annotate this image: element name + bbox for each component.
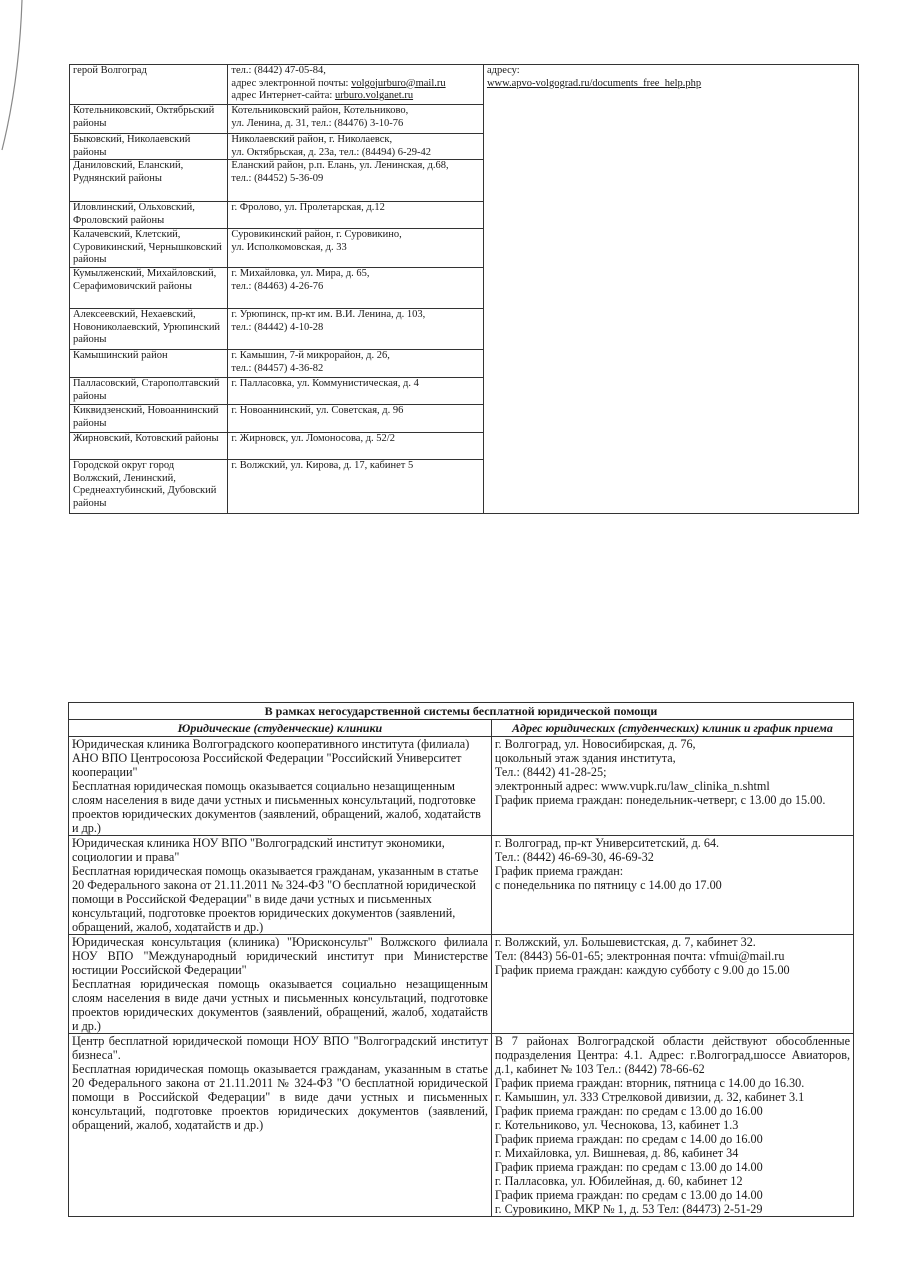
clinic-title: Юридическая клиника НОУ ВПО "Волгоградский институт экономики, социологии и права" <box>72 836 445 864</box>
table-row <box>69 836 854 935</box>
clinic-address-cell: г. Волгоград, пр-кт Университетский, д. 64. Тел.: (8442) 46-69-30, 46-69-32 График приема граждан: с понедельника по пятницу с 14.00 до 17.00 <box>491 836 853 935</box>
clinic-address-cell: г. Волгоград, ул. Новосибирская, д. 76, цокольный этаж здания института, Тел.: (8442) 41-28-25; электронный адрес: www.vupk.ru/law_clinika_n.shtml График приема граждан: понедельник-четверг, с 13.00 до 15.00. <box>491 737 853 836</box>
district-cell: Алексеевский, Нехаевский, Новониколаевский, Урюпинский районы <box>70 309 228 350</box>
address-cell: тел.: (8442) 47-05-84, адрес электронной почты: volgojurburo@mail.ru адрес Интернет-сайта: urburo.volganet.ru <box>228 65 484 105</box>
clinic-description: Бесплатная юридическая помощь оказывается социально незащищенным слоям населения в виде дачи устных и письменных консультаций, подготовке проектов юридических документов (заявлений, обращений, жалоб, ходатайств и др.) <box>72 779 481 835</box>
student-clinics-table <box>68 702 854 1217</box>
clinic-title: Юридическая клиника Волгоградского кооперативного института (филиала) АНО ВПО Центросоюза Российской Федерации "Российский Университет кооперации" <box>72 737 470 779</box>
district-cell: герой Волгоград <box>70 65 228 105</box>
address-cell: г. Новоаннинский, ул. Советская, д. 96 <box>228 405 484 433</box>
address-cell: Николаевский район, г. Николаевск, ул. Октябрьская, д. 23а, тел.: (84494) 6-29-42 <box>228 134 484 160</box>
documents-link[interactable]: www.apvo-volgograd.ru/documents_free_help.php <box>486 77 702 89</box>
clinic-address-cell: г. Волжский, ул. Большевистская, д. 7, кабинет 32. Тел: (8443) 56-01-65; электронная почта: vfmui@mail.ru График приема граждан: каждую субботу с 9.00 до 15.00 <box>491 935 853 1034</box>
district-cell: Быковский, Николаевский районы <box>70 134 228 160</box>
address-cell: г. Михайловка, ул. Мира, д. 65, тел.: (84463) 4-26-76 <box>228 268 484 309</box>
table-row <box>69 1034 854 1217</box>
district-cell: Камышинский район <box>70 350 228 378</box>
address-cell: Котельниковский район, Котельниково, ул. Ленина, д. 31, тел.: (84476) 3-10-76 <box>228 105 484 134</box>
table-row <box>69 935 854 1034</box>
table-title-row <box>69 703 854 720</box>
email-link[interactable]: volgojurburo@mail.ru <box>351 77 446 89</box>
district-cell: Городской округ город Волжский, Ленинский, Среднеахтубинский, Дубовский районы <box>70 460 228 514</box>
clinic-cell <box>69 836 492 935</box>
scan-edge-mark <box>0 0 30 200</box>
clinic-description: Бесплатная юридическая помощь оказывается гражданам, указанным в статье 20 Федерального закона от 21.11.2011 № 324-ФЗ "О бесплатной юридической помощи в Российской Федерации" в виде дачи устных и письменных консультаций, подготовке проектов юридических документов (заявлений, обращений, жалоб, ходатайств и др.) <box>72 1062 488 1132</box>
address-cell: г. Волжский, ул. Кирова, д. 17, кабинет 5 <box>228 460 484 514</box>
clinic-cell <box>69 1034 492 1217</box>
clinic-description: Бесплатная юридическая помощь оказывается гражданам, указанным в статье 20 Федерального закона от 21.11.2011 № 324-ФЗ "О бесплатной юридической помощи в Российской Федерации" в виде дачи устных и письменных консультаций, подготовке проектов юридических документов (заявлений, обращений, жалоб, ходатайств и др.) <box>72 864 479 934</box>
address-cell: г. Урюпинск, пр-кт им. В.И. Ленина, д. 103, тел.: (84442) 4-10-28 <box>228 309 484 350</box>
clinic-title: Юридическая консультация (клиника) "Юрисконсульт" Волжского филиала НОУ ВПО "Международный юридический институт при Министерстве юстиции Российской Федерации" <box>72 935 488 977</box>
website-link[interactable]: urburo.volganet.ru <box>334 90 414 101</box>
district-offices-table <box>69 64 859 514</box>
district-cell: Иловлинский, Ольховский, Фроловский районы <box>70 202 228 229</box>
clinic-address-cell: В 7 районах Волгоградской области действуют обособленные подразделения Центра: 4.1. Адрес: г.Волгоград,шоссе Авиаторов, д.1, кабинет № 103 Тел.: (8442) 78-66-62 График приема граждан: вторник, пятница с 14.00 до 16.30. г. Камышин, ул. 333 Стрелковой дивизии, д. 32, кабинет 3.1 График приема граждан: по средам с 13.00 до 16.00 г. Котельниково, ул. Чеснокова, 13, кабинет 1.3 График приема граждан: по средам с 14.00 до 16.00 г. Михайловка, ул. Вишневая, д. 86, кабинет 34 График приема граждан: по средам с 13.00 до 14.00 г. Палласовка, ул. Юбилейная, д. 60, кабинет 12 График приема граждан: по средам с 13.00 до 14.00 г. Суровикино, МКР № 1, д. 53 Тел: (84473) 2-51-29 <box>491 1034 853 1217</box>
clinic-cell <box>69 737 492 836</box>
address-cell: Еланский район, р.п. Елань, ул. Ленинская, д.68, тел.: (84452) 5-36-09 <box>228 160 484 202</box>
clinic-description: Бесплатная юридическая помощь оказывается социально незащищенным слоям населения в виде дачи устных и письменных консультаций, подготовке проектов юридических документов (заявлений, обращений, жалоб, ходатайств и др.) <box>72 977 488 1033</box>
address-cell: г. Жирновск, ул. Ломоносова, д. 52/2 <box>228 433 484 460</box>
district-cell: Палласовский, Старополтавский районы <box>70 378 228 405</box>
table-header-row <box>69 720 854 737</box>
district-cell: Котельниковский, Октябрьский районы <box>70 105 228 134</box>
district-cell: Киквидзенский, Новоаннинский районы <box>70 405 228 433</box>
address-cell: г. Фролово, ул. Пролетарская, д.12 <box>228 202 484 229</box>
address-cell: г. Палласовка, ул. Коммунистическая, д. 4 <box>228 378 484 405</box>
district-cell: Калачевский, Клетский, Суровикинский, Чернышковский районы <box>70 229 228 268</box>
table-row <box>69 737 854 836</box>
district-cell: Даниловский, Еланский, Руднянский районы <box>70 160 228 202</box>
district-cell: Кумылженский, Михайловский, Серафимовичский районы <box>70 268 228 309</box>
column-header-addresses: Адрес юридических (студенческих) клиник и график приема <box>491 720 853 737</box>
district-cell: Жирновский, Котовский районы <box>70 433 228 460</box>
clinic-title: Центр бесплатной юридической помощи НОУ ВПО "Волгоградский институт бизнеса". <box>72 1034 488 1062</box>
table-row <box>70 65 859 105</box>
table-title: В рамках негосударственной системы бесплатной юридической помощи <box>69 703 854 720</box>
clinic-cell <box>69 935 492 1034</box>
address-cell: Суровикинский район, г. Суровикино, ул. Исполкомовская, д. 33 <box>228 229 484 268</box>
note-cell: адресу: www.apvo-volgograd.ru/documents_free_help.php <box>483 65 858 514</box>
address-cell: г. Камышин, 7-й микрорайон, д. 26, тел.: (84457) 4-36-82 <box>228 350 484 378</box>
column-header-clinics: Юридические (студенческие) клиники <box>69 720 492 737</box>
